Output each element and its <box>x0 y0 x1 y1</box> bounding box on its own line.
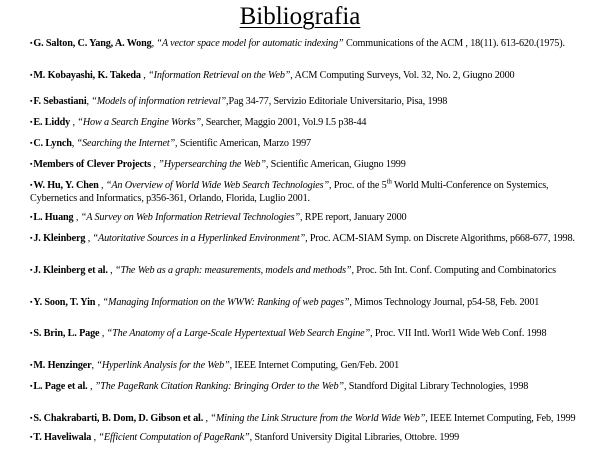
reference-title: “Hyperlink Analysis for the Web” <box>96 360 230 371</box>
reference-title: “An Overview of World Wide Web Search Technologies” <box>105 180 329 191</box>
reference-item <box>30 412 586 426</box>
reference-authors: M. Kobayashi, K. Takeda <box>33 70 141 81</box>
reference-authors: E. Liddy <box>33 117 71 128</box>
reference-superscript: th <box>386 177 392 186</box>
bullet-icon: ▪ <box>30 382 33 390</box>
reference-item <box>30 179 586 205</box>
reference-separator: , <box>87 381 95 392</box>
reference-title: “A Survey on Web Information Retrieval Technologies” <box>80 212 301 223</box>
page-title: Bibliografia <box>239 3 361 30</box>
reference-title: “Efficient Computation of PageRank” <box>98 432 250 443</box>
reference-authors: F. Sebastiani <box>33 96 87 107</box>
reference-authors: G. Salton, C. Yang, A. Wong <box>33 38 152 49</box>
reference-item <box>30 327 586 341</box>
reference-separator: , <box>91 432 99 443</box>
reference-separator: , <box>70 117 78 128</box>
reference-title: “Autoritative Sources in a Hyperlinked Environment” <box>92 233 306 244</box>
reference-title: “The Anatomy of a Large-Scale Hypertextual Web Search Engine” <box>106 328 371 339</box>
bullet-icon: ▪ <box>30 39 33 47</box>
reference-item <box>30 211 586 225</box>
reference-details: , RPE report, January 2000 <box>300 212 407 223</box>
reference-title: “A vector space model for automatic indexing” <box>156 38 344 49</box>
reference-title: “The Web as a graph: measurements, models and methods” <box>114 265 352 276</box>
reference-item <box>30 116 586 130</box>
reference-authors: J. Kleinberg et al. <box>33 265 108 276</box>
reference-title: “Information Retrieval on the Web” <box>148 70 291 81</box>
bullet-icon: ▪ <box>30 361 33 369</box>
reference-authors: M. Henzinger <box>33 360 92 371</box>
reference-details: , Proc. ACM-SIAM Symp. on Discrete Algorithms, p668-677, 1998. <box>305 233 575 244</box>
reference-item <box>30 359 586 373</box>
bullet-icon: ▪ <box>30 213 33 221</box>
reference-item <box>30 264 586 278</box>
reference-authors: T. Haveliwala <box>33 432 92 443</box>
reference-details: , ACM Computing Surveys, Vol. 32, No. 2, Giugno 2000 <box>290 70 515 81</box>
reference-details: Communications of the ACM , 18(11). 613-620.(1975). <box>343 38 565 49</box>
bullet-icon: ▪ <box>30 234 33 242</box>
reference-title: ”The PageRank Citation Ranking: Bringing Order to the Web” <box>94 381 344 392</box>
reference-authors: S. Brin, L. Page <box>33 328 100 339</box>
reference-separator: , <box>71 138 77 149</box>
reference-details-pre: , Proc. of the 5 <box>328 180 387 191</box>
reference-item <box>30 95 586 109</box>
reference-separator: , <box>107 265 115 276</box>
reference-item <box>30 69 586 83</box>
reference-title: “Models of information retrieval” <box>91 96 227 107</box>
reference-details: , IEEE Internet Computing, Feb, 1999 <box>425 413 576 424</box>
reference-details: , Scientific American, Giugno 1999 <box>265 159 406 170</box>
bullet-icon: ▪ <box>30 118 33 126</box>
reference-authors: C. Lynch <box>33 138 72 149</box>
reference-separator: , <box>91 360 97 371</box>
bullet-icon: ▪ <box>30 181 33 189</box>
reference-separator: , <box>151 38 157 49</box>
reference-details: , Proc. VII Intl. Worl1 Wide Web Conf. 1998 <box>370 328 547 339</box>
reference-authors: Members of Clever Projects <box>33 159 151 170</box>
reference-details: , Stanford University Digital Libraries, Ottobre. 1999 <box>249 432 460 443</box>
reference-title: “Mining the Link Structure from the World Wide Web” <box>210 413 426 424</box>
reference-details: , Scientific American, Marzo 1997 <box>175 138 311 149</box>
reference-item <box>30 380 586 394</box>
reference-item <box>30 296 586 310</box>
bullet-icon: ▪ <box>30 433 33 441</box>
reference-item <box>30 431 586 445</box>
reference-details: , Standford Digital Library Technologies, 1998 <box>343 381 529 392</box>
reference-details: , Mimos Technology Journal, p54-58, Feb. 2001 <box>349 297 540 308</box>
bullet-icon: ▪ <box>30 97 33 105</box>
reference-authors: Y. Soon, T. Yin <box>33 297 96 308</box>
bullet-icon: ▪ <box>30 71 33 79</box>
reference-title: ”Hypersearching the Web” <box>158 159 266 170</box>
reference-details: , IEEE Internet Computing, Gen/Feb. 2001 <box>229 360 400 371</box>
bullet-icon: ▪ <box>30 266 33 274</box>
reference-authors: L. Huang <box>33 212 74 223</box>
bullet-icon: ▪ <box>30 160 33 168</box>
reference-item <box>30 232 586 246</box>
reference-title: “Searching the Internet” <box>76 138 176 149</box>
reference-details: , Searcher, Maggio 2001, Vol.9 I.5 p38-44 <box>200 117 367 128</box>
reference-separator: , <box>85 233 93 244</box>
reference-separator: , <box>86 96 92 107</box>
reference-details: ,Pag 34-77, Servizio Editoriale Universitario, Pisa, 1998 <box>226 96 448 107</box>
bullet-icon: ▪ <box>30 414 33 422</box>
reference-title: “Managing Information on the WWW: Ranking of web pages” <box>102 297 350 308</box>
reference-details: , Proc. 5th Int. Conf. Computing and Combinatorics <box>351 265 556 276</box>
reference-separator: , <box>73 212 81 223</box>
reference-separator: , <box>203 413 211 424</box>
reference-details: World Multi-Conference on Systemics, Cybernetics and Informatics, p356-361, Orlando, Florida, Luglio 2001. <box>30 180 549 204</box>
reference-separator: , <box>150 159 159 170</box>
reference-separator: , <box>99 328 107 339</box>
reference-item <box>30 137 586 151</box>
reference-authors: L. Page et al. <box>33 381 88 392</box>
reference-separator: , <box>140 70 149 81</box>
bullet-icon: ▪ <box>30 139 33 147</box>
reference-item <box>30 37 586 51</box>
reference-authors: W. Hu, Y. Chen <box>33 180 99 191</box>
reference-authors: S. Chakrabarti, B. Dom, D. Gibson et al. <box>33 413 204 424</box>
bullet-icon: ▪ <box>30 298 33 306</box>
bullet-icon: ▪ <box>30 329 33 337</box>
reference-separator: , <box>95 297 103 308</box>
reference-item <box>30 158 586 172</box>
reference-separator: , <box>98 180 106 191</box>
reference-authors: J. Kleinberg <box>33 233 86 244</box>
reference-title: “How a Search Engine Works” <box>77 117 201 128</box>
